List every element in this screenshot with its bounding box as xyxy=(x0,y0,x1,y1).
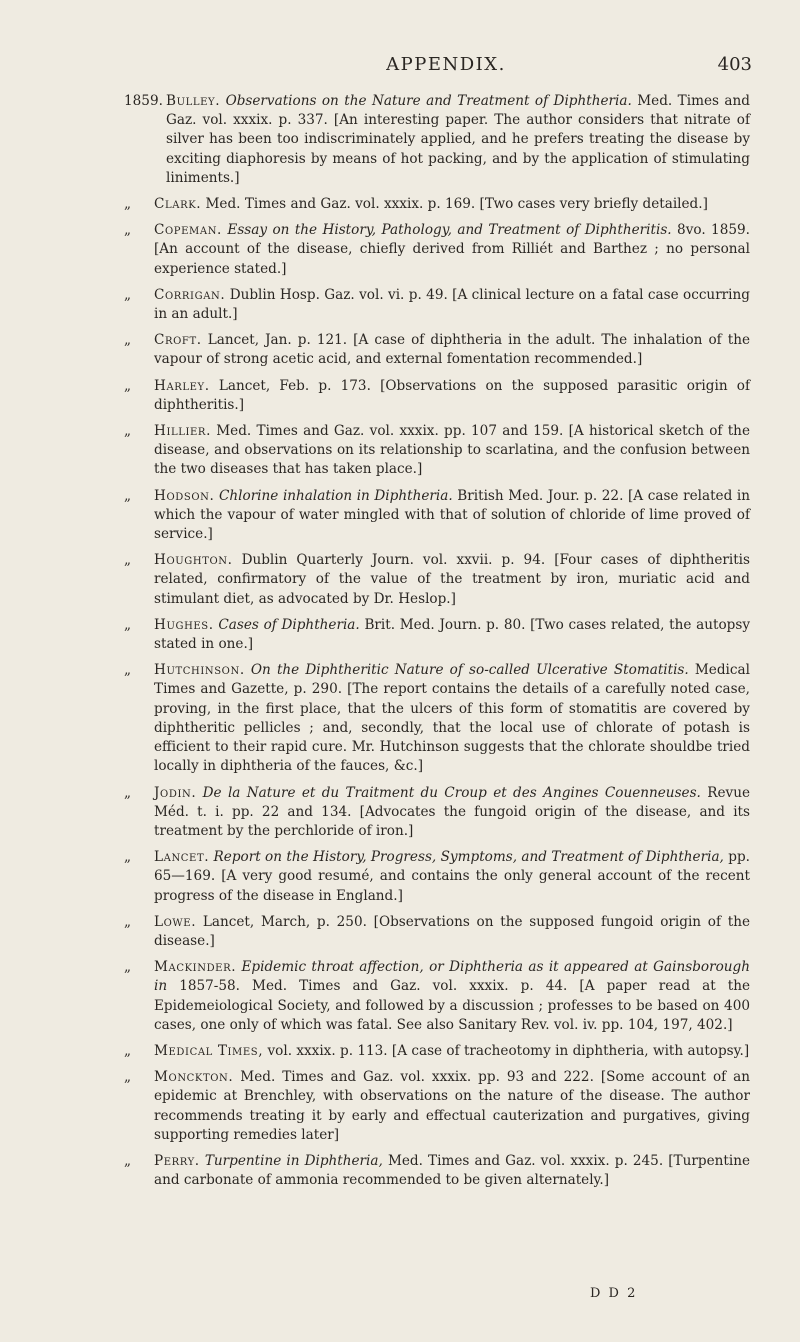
entry-year-marker: „ xyxy=(124,849,132,866)
bibliography-entry xyxy=(124,616,750,654)
entry-work-title: Chlorine inhalation in Diphtheria. xyxy=(219,487,453,504)
bibliography-entry xyxy=(124,848,750,906)
bibliography-entry xyxy=(124,92,750,188)
entry-text: Dublin Quarterly Journ. vol. xxvii. p. 94. [Four cases of diphtheritis related, confirmatory of the value of the treatment by iron, muriatic acid and stimulant diet, as advocated by Dr. Heslop.] xyxy=(154,552,750,607)
entry-work-title: Epidemic throat affection, or Diphtheria as it appeared at Gainsborough in xyxy=(154,959,750,995)
entry-year-marker: „ xyxy=(124,423,132,440)
entry-author: Corrigan. xyxy=(154,286,226,303)
entry-text: vol. xxxix. p. 113. [A case of tracheotomy in diphtheria, with autopsy.] xyxy=(267,1042,750,1059)
bibliography-entry xyxy=(124,1068,750,1145)
bibliography-entry xyxy=(124,195,750,214)
entry-text: British Med. Jour. p. 22. [A case related in which the vapour of water mingled with that of solution of chloride of lime proved of service.] xyxy=(154,487,750,543)
entry-author: Mackinder. xyxy=(154,959,237,976)
bibliography-entry xyxy=(124,551,750,609)
bibliography-entry xyxy=(124,913,750,951)
entry-year-marker: „ xyxy=(124,487,132,504)
entry-year-marker: „ xyxy=(124,552,132,569)
page-number: 403 xyxy=(717,54,752,75)
entry-author: Clark. xyxy=(154,196,202,213)
entry-text: Medical Times and Gazette, p. 290. [The report contains the details of a carefully noted case, proving, in the first place, that the ulcers of this form of stomatitis are covered by diphtheritic pellicles ; and, secondly, that the local use of chlorate of potash is efficient to their rapid cure. Mr. Hutchinson suggests that the chlorate shouldbe tried locally in diphtheria of the fauces, &c.] xyxy=(154,662,750,775)
bibliography-entry xyxy=(124,958,750,1035)
entry-work-title: De la Nature et du Traitment du Croup et des Angines Couenneuses. xyxy=(202,784,701,801)
entry-author: Hughes. xyxy=(154,616,214,633)
entry-text: pp. 65—169. [A very good resumé, and contains the only general account of the recent progress of the disease in England.] xyxy=(154,849,751,904)
entry-author: Hillier. xyxy=(154,423,211,440)
entry-author: Jodin. xyxy=(154,784,197,801)
entry-author: Copeman. xyxy=(154,222,222,239)
entry-author: Harley. xyxy=(154,377,210,394)
bibliography-list xyxy=(124,92,750,1197)
entry-text: Med. Times and Gaz. vol. xxxix. p. 169. [Two cases very briefly detailed.] xyxy=(205,196,708,213)
entry-text: 8vo. 1859. [An account of the disease, chiefly derived from Rilliét and Barthez ; no personal experience stated.] xyxy=(154,222,750,277)
entry-work-title: Essay on the History, Pathology, and Treatment of Diphtheritis. xyxy=(227,222,672,239)
entry-text: Lancet, March, p. 250. [Observations on the supposed fungoid origin of the disease.] xyxy=(154,913,751,949)
entry-text: Med. Times and Gaz. vol. xxxix. pp. 93 and 222. [Some account of an epidemic at Brenchley, with observations on the nature of the disease. The author recommends treating it by early and effectual cauterization and purgatives, giving supporting remedies later] xyxy=(154,1069,750,1143)
entry-year-marker: „ xyxy=(124,959,132,976)
entry-work-title: Turpentine in Diphtheria, xyxy=(204,1152,383,1169)
entry-work-title: Observations on the Nature and Treatment of Diphtheria. xyxy=(225,93,632,109)
entry-author: Hodson. xyxy=(154,487,215,504)
bibliography-entry xyxy=(124,661,750,776)
entry-year-marker: 1859. xyxy=(124,93,163,109)
entry-text: Med. Times and Gaz. vol. xxxix. pp. 107 and 159. [A historical sketch of the disease, and observations on its relationship to scarlatina, and the confusion between the two diseases that has taken place.] xyxy=(154,423,750,478)
entry-author: Lowe. xyxy=(154,913,197,930)
entry-year-marker: „ xyxy=(124,1069,132,1086)
page-title: APPENDIX. xyxy=(386,54,506,75)
entry-work-title: Cases of Diphtheria. xyxy=(218,616,360,633)
signature-mark: D D 2 xyxy=(590,1286,638,1301)
entry-text: Revue Méd. t. i. pp. 22 and 134. [Advocates the fungoid origin of the disease, and its treatment by the perchloride of iron.] xyxy=(154,784,751,839)
running-header xyxy=(140,54,752,78)
bibliography-entry xyxy=(124,1042,750,1061)
entry-text: Med. Times and Gaz. vol. xxxix. p. 337. [An interesting paper. The author considers that nitrate of silver has been too indiscriminately applied, and he prefers treating the disease by exciting diaphoresis by means of hot packing, and by the application of stimulating liniments.] xyxy=(166,93,750,186)
bibliography-entry xyxy=(124,286,750,324)
entry-author: Medical Times, xyxy=(154,1042,264,1059)
bibliography-entry xyxy=(124,1152,750,1190)
entry-author: Croft. xyxy=(154,332,202,349)
bibliography-entry xyxy=(124,784,750,842)
entry-year-marker: „ xyxy=(124,222,132,239)
entry-year-marker: „ xyxy=(124,196,132,213)
bibliography-entry xyxy=(124,377,750,415)
entry-year-marker: „ xyxy=(124,913,132,930)
entry-author: Monckton. xyxy=(154,1069,234,1086)
bibliography-entry xyxy=(124,331,750,369)
entry-author: Houghton. xyxy=(154,552,233,569)
entry-year-marker: „ xyxy=(124,616,132,633)
entry-work-title: On the Diphtheritic Nature of so-called Ulcerative Stomatitis. xyxy=(250,662,689,679)
entry-author: Lancet. xyxy=(154,849,210,866)
entry-year-marker: „ xyxy=(124,377,132,394)
entry-year-marker: „ xyxy=(124,662,132,679)
entry-year-marker: „ xyxy=(124,332,132,349)
entry-text: Dublin Hosp. Gaz. vol. vi. p. 49. [A clinical lecture on a fatal case occurring in an adult.] xyxy=(154,286,750,323)
bibliography-entry xyxy=(124,487,750,545)
entry-text: Med. Times and Gaz. vol. xxxix. p. 245. [Turpentine and carbonate of ammonia recommended to be given alternately.] xyxy=(154,1152,750,1189)
bibliography-entry xyxy=(124,221,750,279)
entry-text: Lancet, Feb. p. 173. [Observations on the supposed parasitic origin of diphtheritis.] xyxy=(154,377,750,413)
entry-year-marker: „ xyxy=(124,286,132,303)
entry-text: Brit. Med. Journ. p. 80. [Two cases related, the autopsy stated in one.] xyxy=(154,616,750,653)
entry-year-marker: „ xyxy=(124,784,132,801)
entry-author: Perry. xyxy=(154,1152,200,1169)
bibliography-entry xyxy=(124,422,750,480)
entry-author: Hutchinson. xyxy=(154,662,245,679)
entry-year-marker: „ xyxy=(124,1152,132,1169)
entry-year-marker: „ xyxy=(124,1042,132,1059)
entry-text: 1857-58. Med. Times and Gaz. vol. xxxix. p. 44. [A paper read at the Epidemeiological Society, and followed by a discussion ; professes to be based on 400 cases, one only of which was fatal. See also Sanitary Rev. vol. iv. pp. 104, 197, 402.] xyxy=(154,978,750,1033)
entry-author: Bulley. xyxy=(166,93,221,109)
entry-work-title: Report on the History, Progress, Symptoms, and Treatment of Diphtheria, xyxy=(213,849,724,866)
entry-text: Lancet, Jan. p. 121. [A case of diphtheria in the adult. The inhalation of the vapour of strong acetic acid, and external fomentation recommended.] xyxy=(154,332,751,368)
